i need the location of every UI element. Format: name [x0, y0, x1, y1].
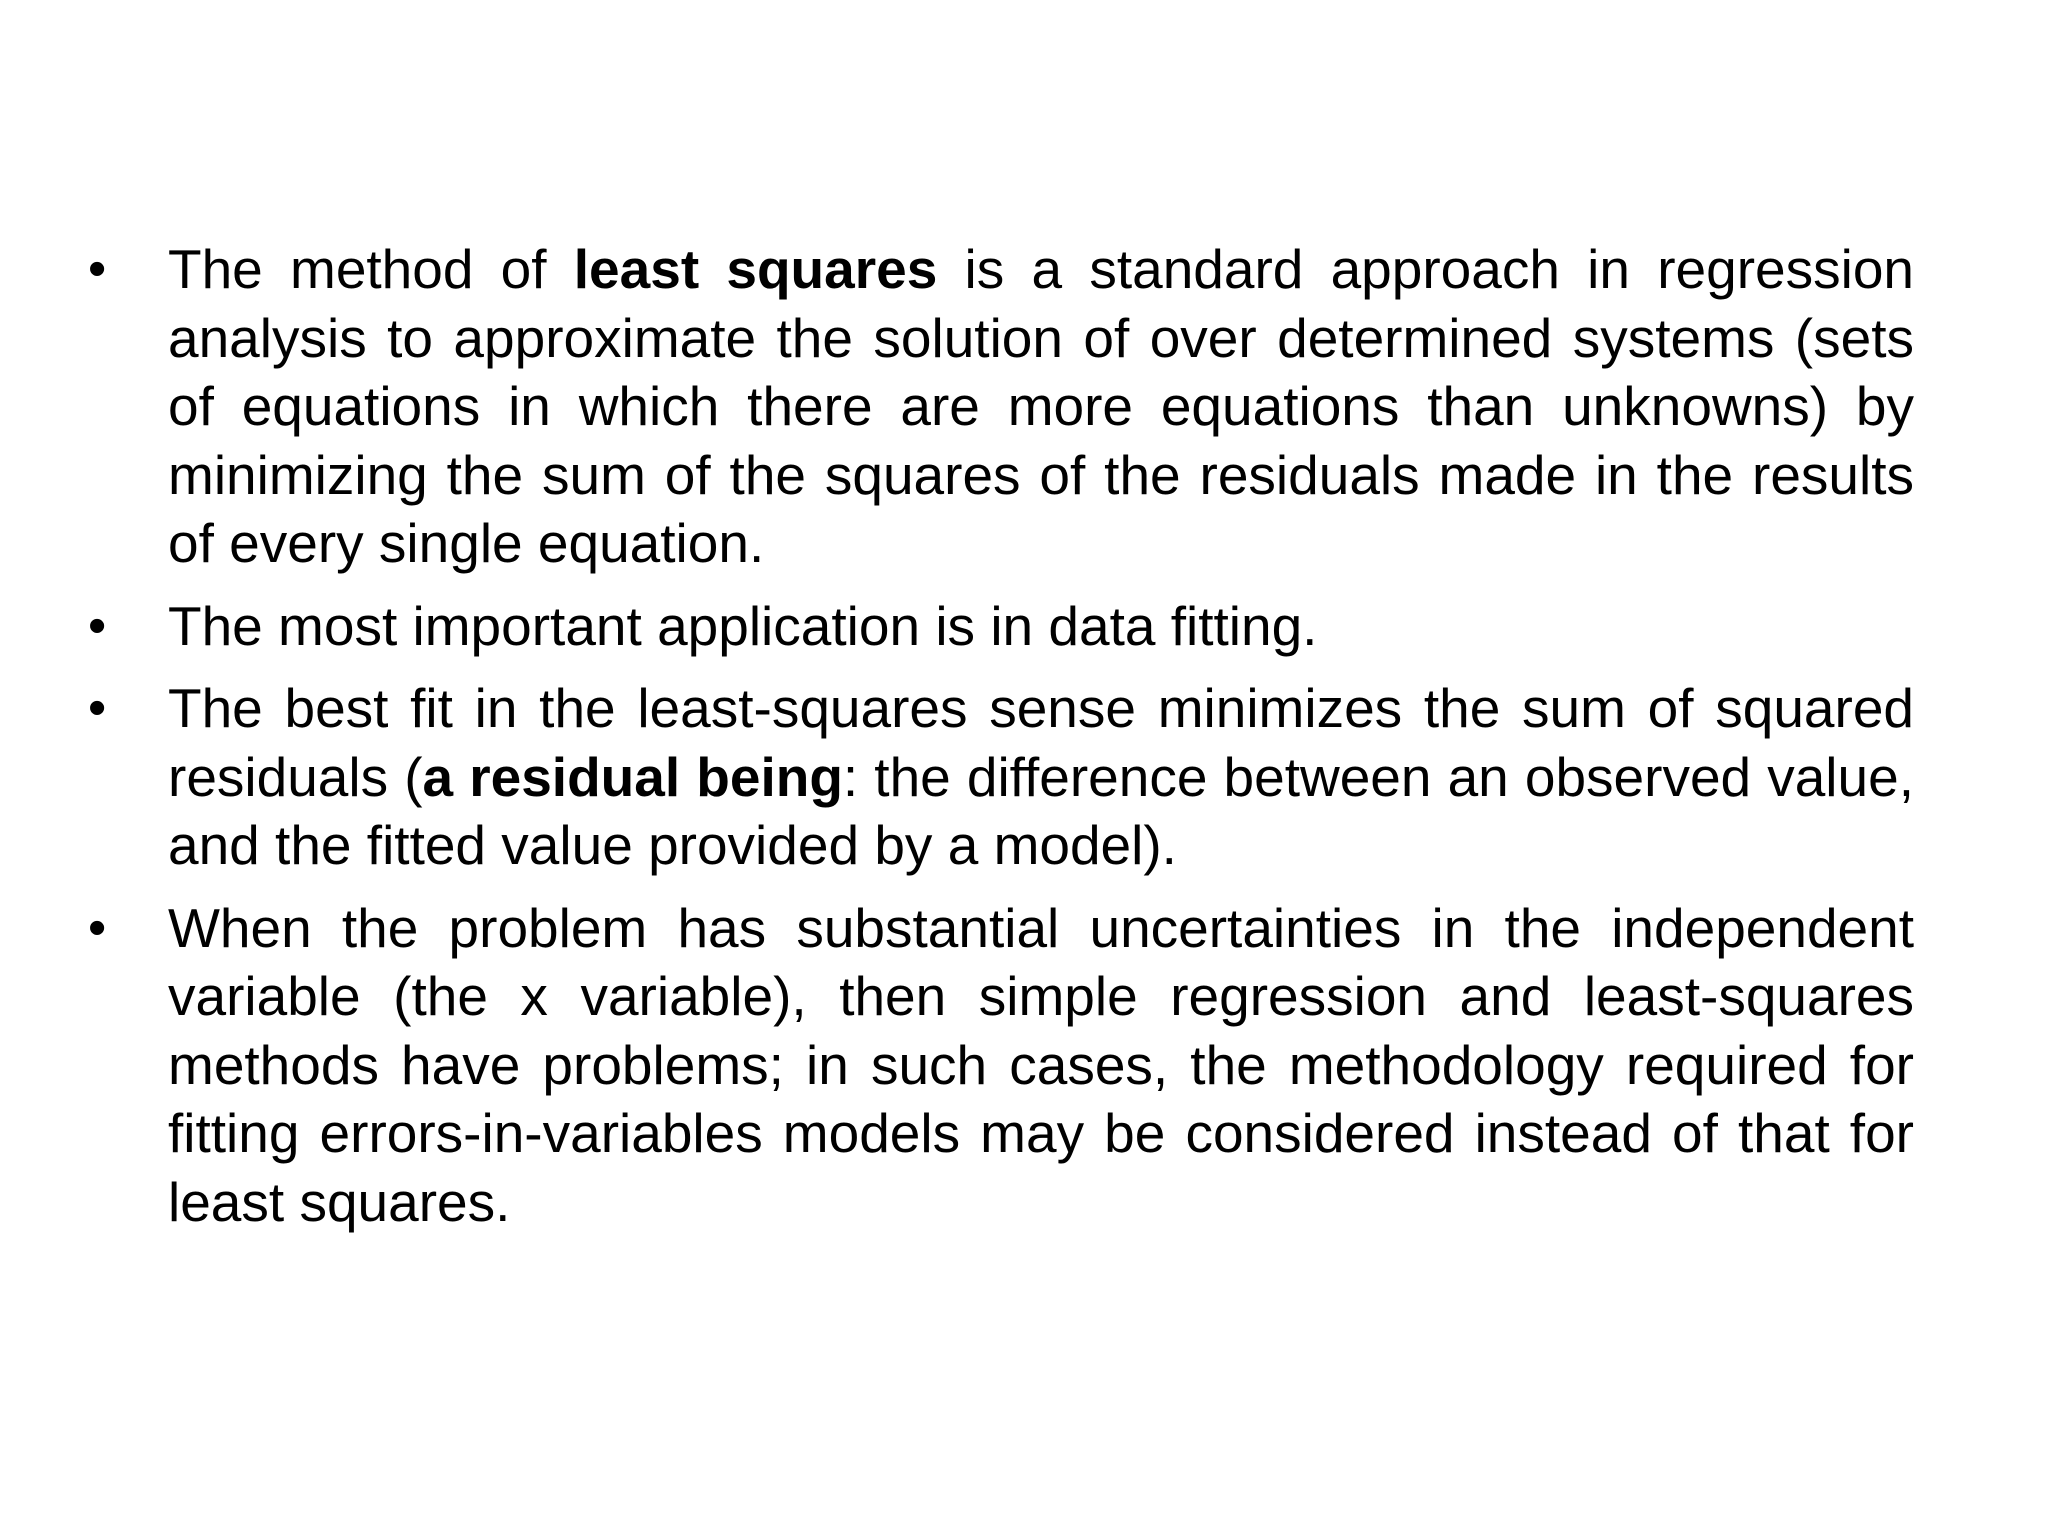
- bullet-text-segment: is a standard approach in regression analysis to approximate the solution of over determined systems (sets of equations in which there are more equations than unknowns) by minimizing the sum of the squares of the residuals made in the results of every single equation.: [168, 238, 1914, 574]
- bullet-text: [168, 674, 1914, 880]
- bullet-text: [168, 235, 1914, 578]
- bullet-marker: •: [88, 596, 107, 655]
- bullet-text: The most important application is in data fitting.: [168, 594, 1318, 657]
- bullet-text-segment: : the difference between an observed value, and the fitted value provided by a model).: [168, 745, 1914, 876]
- bullet-text-segment: The method of: [168, 238, 574, 300]
- bullet-marker: •: [88, 679, 107, 737]
- bullet-item-least-squares-definition: [0, 235, 2048, 578]
- bullet-bold-term: a residual being: [422, 745, 843, 808]
- bullet-item-best-fit: [0, 674, 2048, 880]
- bullet-text-segment: The best fit in the least-squares sense minimizes the sum of squared residuals (: [168, 677, 1914, 808]
- bullet-item-errors-in-variables: [0, 894, 2048, 1237]
- bullet-list: [0, 235, 2048, 1236]
- bullet-item-data-fitting: [0, 592, 2048, 661]
- bullet-bold-term: least squares: [573, 238, 938, 300]
- bullet-text: When the problem has substantial uncertainties in the independent variable (the x variable), then simple regression and least-squares methods have problems; in such cases, the methodology required for fitting errors-in-variables models may be considered instead of that for least squares.: [168, 896, 1914, 1233]
- bullet-marker: •: [88, 898, 107, 957]
- bullet-marker: •: [88, 240, 107, 298]
